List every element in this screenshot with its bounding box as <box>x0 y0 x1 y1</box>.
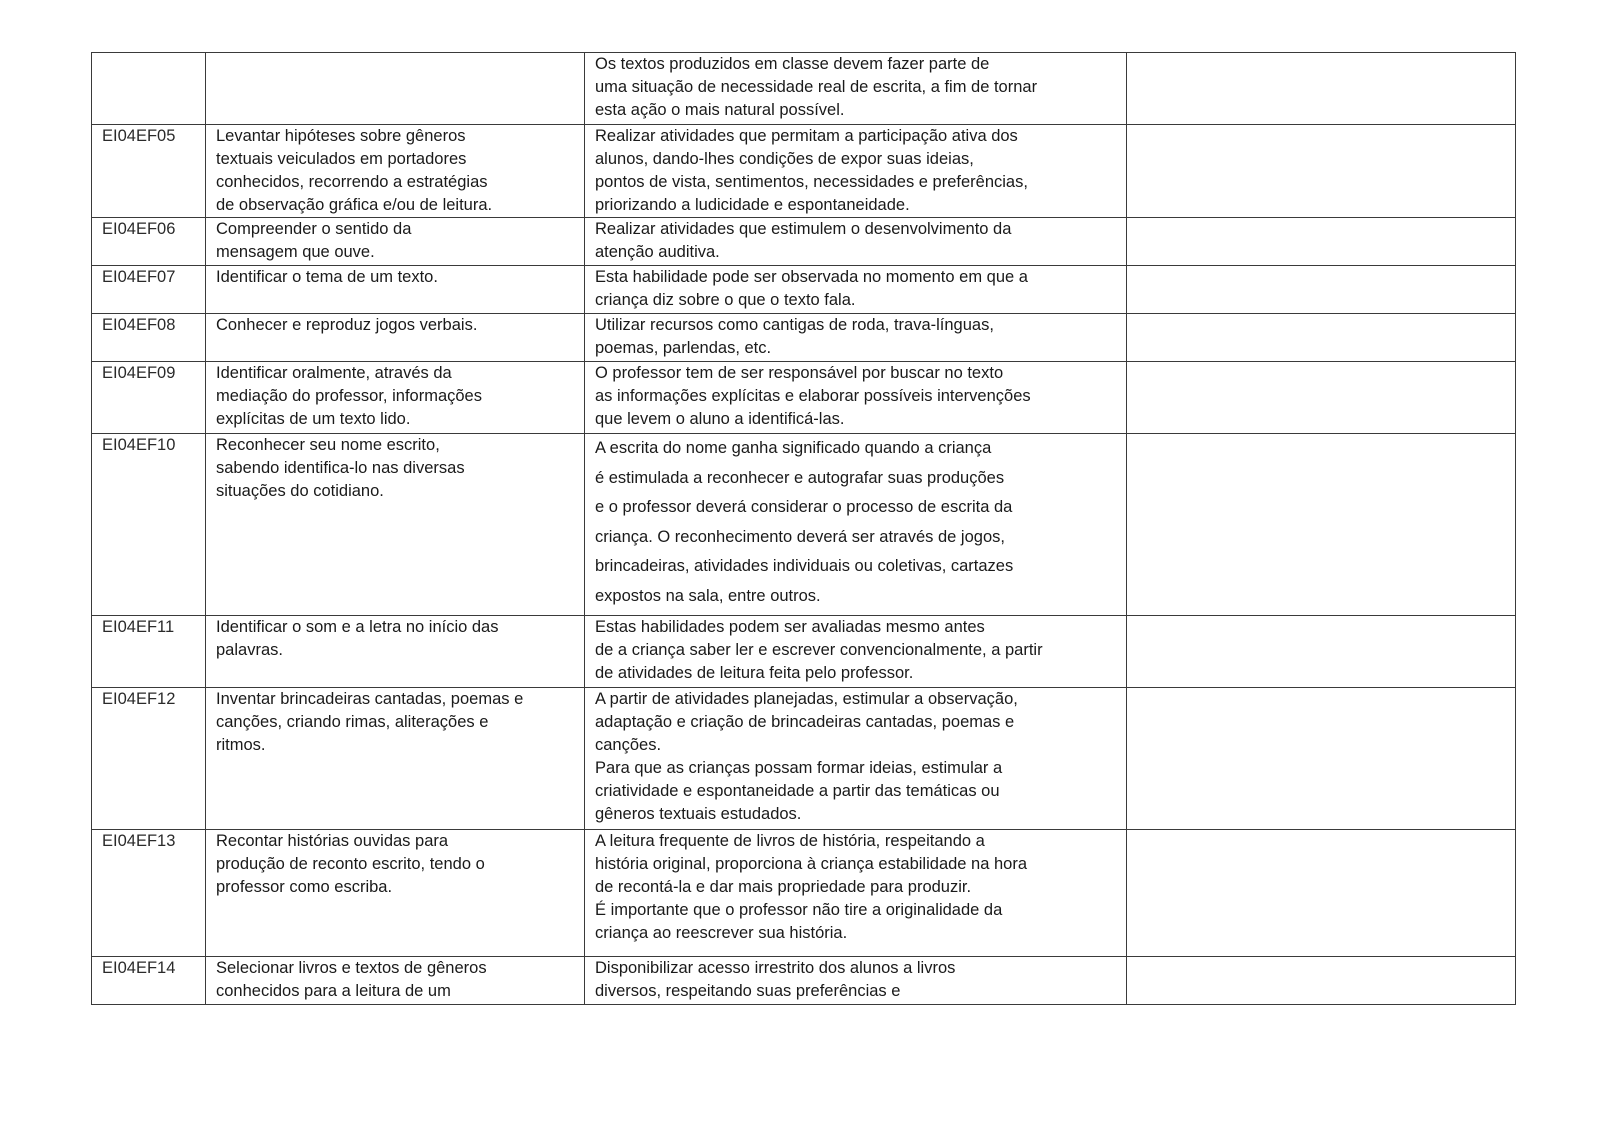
skill-description-line: Identificar o som e a letra no início das <box>216 618 499 636</box>
pedagogical-guidance-line: diversos, respeitando suas preferências e <box>595 982 901 1000</box>
skill-description-cell <box>206 53 585 125</box>
notes-cell <box>1127 218 1516 266</box>
table-row <box>92 362 1516 434</box>
pedagogical-guidance-line: expostos na sala, entre outros. <box>595 586 821 605</box>
pedagogical-guidance-line: uma situação de necessidade real de escrita, a fim de tornar <box>595 78 1038 96</box>
pedagogical-guidance-cell <box>585 616 1127 688</box>
pedagogical-guidance-cell <box>585 53 1127 125</box>
notes-cell <box>1127 688 1516 830</box>
pedagogical-guidance-line: O professor tem de ser responsável por buscar no texto <box>595 364 1004 382</box>
skill-description-cell <box>206 362 585 434</box>
pedagogical-guidance-line: criança ao reescrever sua história. <box>595 924 848 942</box>
pedagogical-guidance-line: Realizar atividades que estimulem o desenvolvimento da <box>595 220 1012 238</box>
pedagogical-guidance-line: de recontá-la e dar mais propriedade para produzir. <box>595 878 972 896</box>
skill-description-line: professor como escriba. <box>216 878 393 896</box>
pedagogical-guidance-cell <box>585 830 1127 957</box>
pedagogical-guidance-cell <box>585 957 1127 1005</box>
skill-code-cell <box>92 53 206 125</box>
pedagogical-guidance-line: Para que as crianças possam formar ideias, estimular a <box>595 759 1003 777</box>
skill-description-line: explícitas de um texto lido. <box>216 410 411 428</box>
pedagogical-guidance-line: é estimulada a reconhecer e autografar suas produções <box>595 468 1005 487</box>
skill-description-cell <box>206 266 585 314</box>
pedagogical-guidance-line: poemas, parlendas, etc. <box>595 339 772 357</box>
notes-cell <box>1127 830 1516 957</box>
skill-description-cell <box>206 616 585 688</box>
skill-description-line: Conhecer e reproduz jogos verbais. <box>216 316 478 334</box>
skill-description-line: mensagem que ouve. <box>216 243 375 261</box>
pedagogical-guidance-line: que levem o aluno a identificá-las. <box>595 410 845 428</box>
skill-description-line: situações do cotidiano. <box>216 482 384 500</box>
skill-code-cell: EI04EF08 <box>92 314 206 362</box>
pedagogical-guidance-cell <box>585 434 1127 616</box>
table-row <box>92 830 1516 957</box>
curriculum-table-body <box>92 53 1516 1005</box>
skill-code-cell: EI04EF14 <box>92 957 206 1005</box>
skill-code-cell: EI04EF11 <box>92 616 206 688</box>
skill-code-cell: EI04EF06 <box>92 218 206 266</box>
notes-cell <box>1127 434 1516 616</box>
pedagogical-guidance-line: A leitura frequente de livros de história, respeitando a <box>595 832 985 850</box>
skill-description-line: conhecidos para a leitura de um <box>216 982 451 1000</box>
table-row <box>92 218 1516 266</box>
table-row <box>92 53 1516 125</box>
skill-description-line: palavras. <box>216 641 283 659</box>
skill-code-cell: EI04EF10 <box>92 434 206 616</box>
notes-cell <box>1127 53 1516 125</box>
pedagogical-guidance-cell <box>585 362 1127 434</box>
table-row <box>92 314 1516 362</box>
pedagogical-guidance-cell <box>585 266 1127 314</box>
table-row <box>92 266 1516 314</box>
pedagogical-guidance-line: as informações explícitas e elaborar possíveis intervenções <box>595 387 1031 405</box>
skill-description-line: Inventar brincadeiras cantadas, poemas e <box>216 690 524 708</box>
table-row <box>92 434 1516 616</box>
curriculum-table <box>91 52 1516 1005</box>
skill-description-line: canções, criando rimas, aliterações e <box>216 713 489 731</box>
pedagogical-guidance-cell <box>585 125 1127 218</box>
pedagogical-guidance-line: A partir de atividades planejadas, estimular a observação, <box>595 690 1018 708</box>
skill-description-line: Reconhecer seu nome escrito, <box>216 436 440 454</box>
skill-description-line: sabendo identifica-lo nas diversas <box>216 459 465 477</box>
skill-description-line: de observação gráfica e/ou de leitura. <box>216 196 493 214</box>
skill-description-cell <box>206 218 585 266</box>
skill-description-line: Levantar hipóteses sobre gêneros <box>216 127 466 145</box>
skill-description-cell <box>206 125 585 218</box>
pedagogical-guidance-line: de a criança saber ler e escrever convencionalmente, a partir <box>595 641 1043 659</box>
skill-description-line: mediação do professor, informações <box>216 387 482 405</box>
pedagogical-guidance-cell <box>585 314 1127 362</box>
pedagogical-guidance-line: Esta habilidade pode ser observada no momento em que a <box>595 268 1028 286</box>
notes-cell <box>1127 266 1516 314</box>
skill-description-line: ritmos. <box>216 736 266 754</box>
skill-code-cell: EI04EF09 <box>92 362 206 434</box>
skill-code-cell: EI04EF13 <box>92 830 206 957</box>
skill-description-line: Selecionar livros e textos de gêneros <box>216 959 487 977</box>
skill-description-line: Identificar oralmente, através da <box>216 364 452 382</box>
pedagogical-guidance-line: esta ação o mais natural possível. <box>595 101 845 119</box>
pedagogical-guidance-line: Realizar atividades que permitam a participação ativa dos <box>595 127 1018 145</box>
pedagogical-guidance-line: gêneros textuais estudados. <box>595 805 802 823</box>
skill-description-cell <box>206 688 585 830</box>
pedagogical-guidance-line: alunos, dando-lhes condições de expor suas ideias, <box>595 150 974 168</box>
pedagogical-guidance-line: canções. <box>595 736 662 754</box>
notes-cell <box>1127 125 1516 218</box>
skill-description-line: Recontar histórias ouvidas para <box>216 832 449 850</box>
skill-code-cell: EI04EF07 <box>92 266 206 314</box>
skill-description-line: conhecidos, recorrendo a estratégias <box>216 173 488 191</box>
skill-description-cell <box>206 314 585 362</box>
skill-code-cell: EI04EF05 <box>92 125 206 218</box>
pedagogical-guidance-line: É importante que o professor não tire a originalidade da <box>595 901 1003 919</box>
notes-cell <box>1127 957 1516 1005</box>
pedagogical-guidance-line: atenção auditiva. <box>595 243 720 261</box>
pedagogical-guidance-line: história original, proporciona à criança estabilidade na hora <box>595 855 1028 873</box>
pedagogical-guidance-line: adaptação e criação de brincadeiras cantadas, poemas e <box>595 713 1015 731</box>
table-row <box>92 957 1516 1005</box>
pedagogical-guidance-line: priorizando a ludicidade e espontaneidade. <box>595 196 910 214</box>
notes-cell <box>1127 616 1516 688</box>
notes-cell <box>1127 362 1516 434</box>
skill-description-line: textuais veiculados em portadores <box>216 150 467 168</box>
notes-cell <box>1127 314 1516 362</box>
pedagogical-guidance-line: Estas habilidades podem ser avaliadas mesmo antes <box>595 618 985 636</box>
skill-description-cell <box>206 830 585 957</box>
pedagogical-guidance-line: criatividade e espontaneidade a partir das temáticas ou <box>595 782 1000 800</box>
skill-description-line: Compreender o sentido da <box>216 220 412 238</box>
pedagogical-guidance-line: Os textos produzidos em classe devem fazer parte de <box>595 55 990 73</box>
skill-description-line: produção de reconto escrito, tendo o <box>216 855 485 873</box>
table-row <box>92 125 1516 218</box>
pedagogical-guidance-line: A escrita do nome ganha significado quando a criança <box>595 439 992 457</box>
pedagogical-guidance-line: de atividades de leitura feita pelo professor. <box>595 664 914 682</box>
table-row <box>92 688 1516 830</box>
pedagogical-guidance-cell <box>585 688 1127 830</box>
pedagogical-guidance-line: pontos de vista, sentimentos, necessidades e preferências, <box>595 173 1028 191</box>
skill-description-line: Identificar o tema de um texto. <box>216 268 438 286</box>
skill-description-cell <box>206 434 585 616</box>
pedagogical-guidance-line: criança diz sobre o que o texto fala. <box>595 291 856 309</box>
table-row <box>92 616 1516 688</box>
skill-code-cell: EI04EF12 <box>92 688 206 830</box>
pedagogical-guidance-line: Disponibilizar acesso irrestrito dos alunos a livros <box>595 959 956 977</box>
pedagogical-guidance-line: criança. O reconhecimento deverá ser através de jogos, <box>595 527 1005 546</box>
pedagogical-guidance-line: Utilizar recursos como cantigas de roda, trava-línguas, <box>595 316 994 334</box>
pedagogical-guidance-cell <box>585 218 1127 266</box>
pedagogical-guidance-line: brincadeiras, atividades individuais ou coletivas, cartazes <box>595 557 1014 575</box>
pedagogical-guidance-line: e o professor deverá considerar o processo de escrita da <box>595 498 1013 516</box>
skill-description-cell <box>206 957 585 1005</box>
